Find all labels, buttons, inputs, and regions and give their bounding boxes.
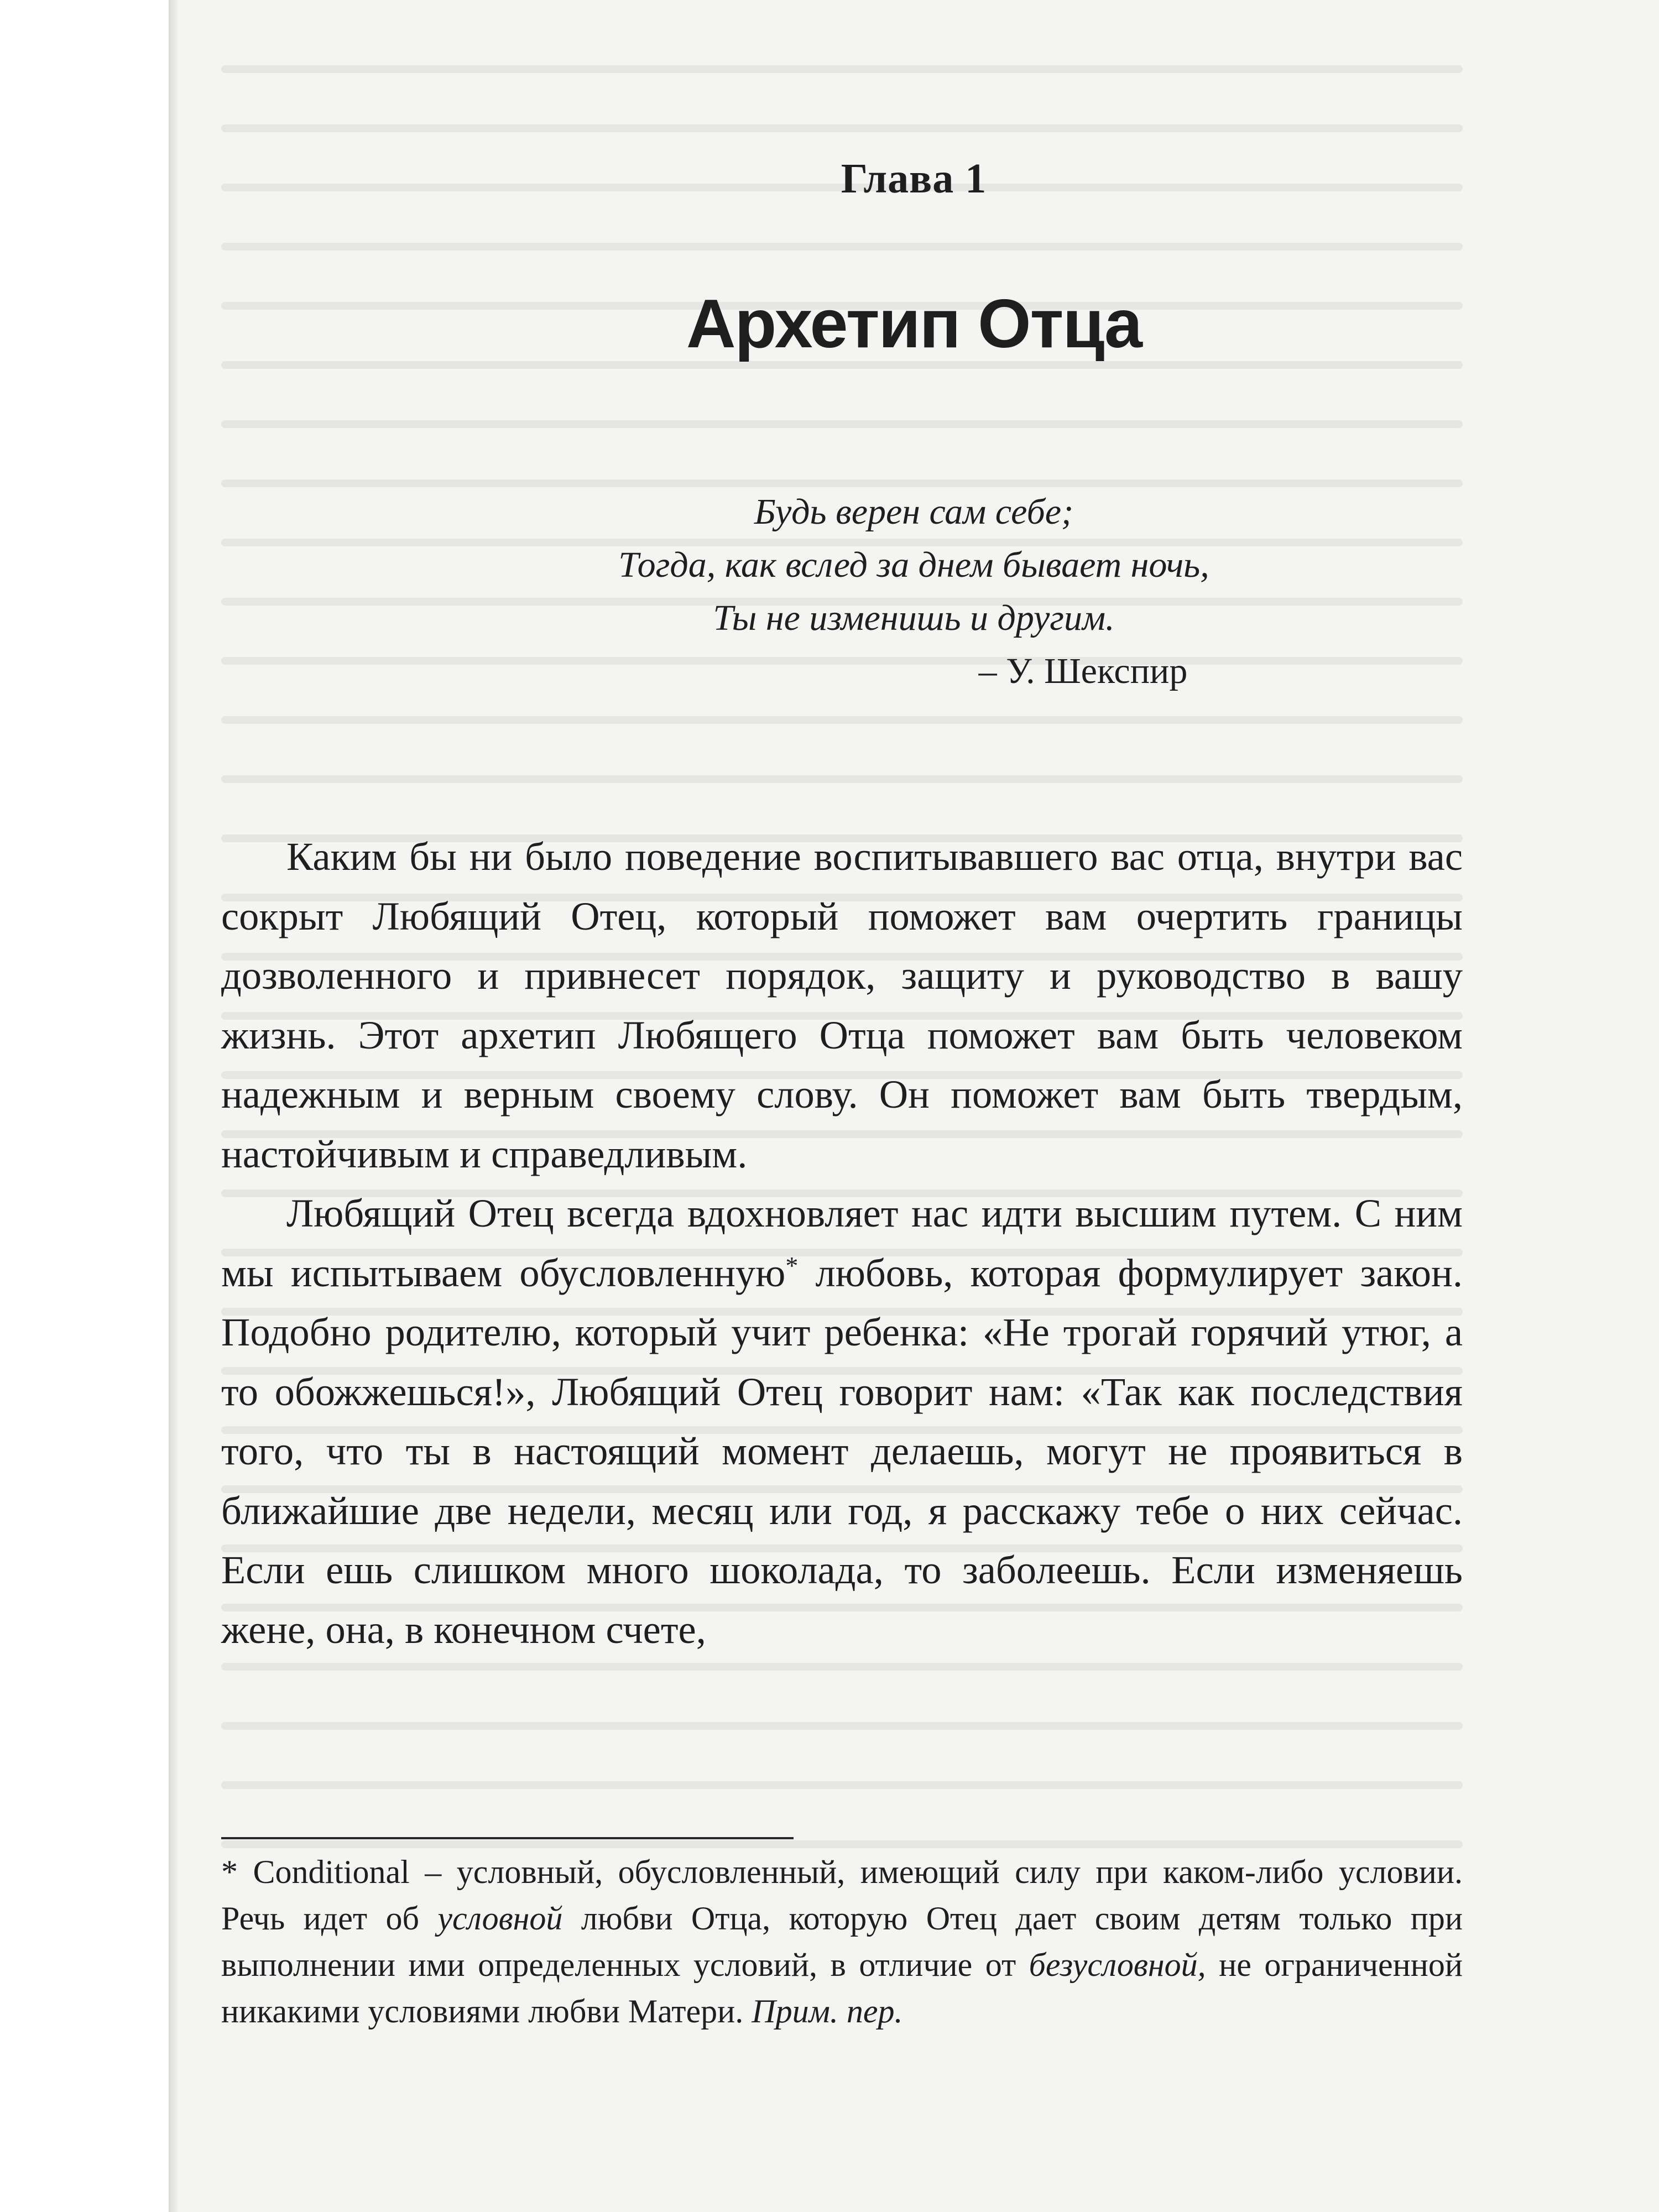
footnote-mark: *: [785, 1251, 799, 1280]
paragraph-2-start: Любящий Отец всегда вдохновляет нас идти высшим путем. С ним мы испытываем обусловленную: [221, 1191, 1463, 1295]
footnote-text: любви Отца, которую Отец дает своим детям только при выполнении ими определенных условий, в отличие от: [221, 1900, 1463, 1983]
translator-note: Прим. пер.: [752, 1993, 903, 2030]
chapter-title: Архетип Отца: [686, 286, 1142, 362]
footnote-emphasis: безусловной,: [1029, 1947, 1206, 1983]
epigraph-author: – У. Шекспир: [978, 651, 1188, 691]
footnote: [221, 1849, 1463, 2034]
paragraph-2-end: любовь, которая формулирует закон. Подобно родителю, который учит ребенка: «Не трогай горячий утюг, а то обожжешься!», Любящий Отец говорит нам: «Так как последствия того, что ты в настоящий момент делаешь, могут не проявиться в ближайшие две недели, месяц или год, я расскажу тебе о них сейчас. Если ешь слишком много шоколада, то заболеешь. Если изменяешь жене, она, в конечном счете,: [221, 1250, 1463, 1652]
epigraph: [169, 486, 1659, 698]
footnote-divider: [221, 1837, 794, 1839]
epigraph-line: Тогда, как вслед за днем бывает ночь,: [618, 545, 1209, 585]
body-text: [221, 827, 1463, 1659]
footnote-emphasis: условной: [437, 1900, 563, 1937]
paragraph-2: [221, 1183, 1463, 1659]
chapter-label: Глава 1: [841, 155, 987, 202]
book-page: [169, 0, 1659, 2212]
epigraph-line: Будь верен сам себе;: [754, 492, 1074, 532]
epigraph-line: Ты не изменишь и другим.: [713, 598, 1115, 638]
paragraph-1: Каким бы ни было поведение воспитывавшего вас отца, внутри вас сокрыт Любящий Отец, который поможет вам очертить границы дозволенного и привнесет порядок, защиту и руководство в вашу жизнь. Этот архетип Любящего Отца поможет вам быть человеком надежным и верным своему слову. Он поможет вам быть твердым, настойчивым и справедливым.: [221, 834, 1463, 1176]
footnote-text: не ограниченной никакими условиями любви Матери.: [221, 1947, 1463, 2030]
footnote-text: * Conditional – условный, обусловленный, имеющий силу при каком-либо условии. Речь идет об: [221, 1854, 1463, 1937]
